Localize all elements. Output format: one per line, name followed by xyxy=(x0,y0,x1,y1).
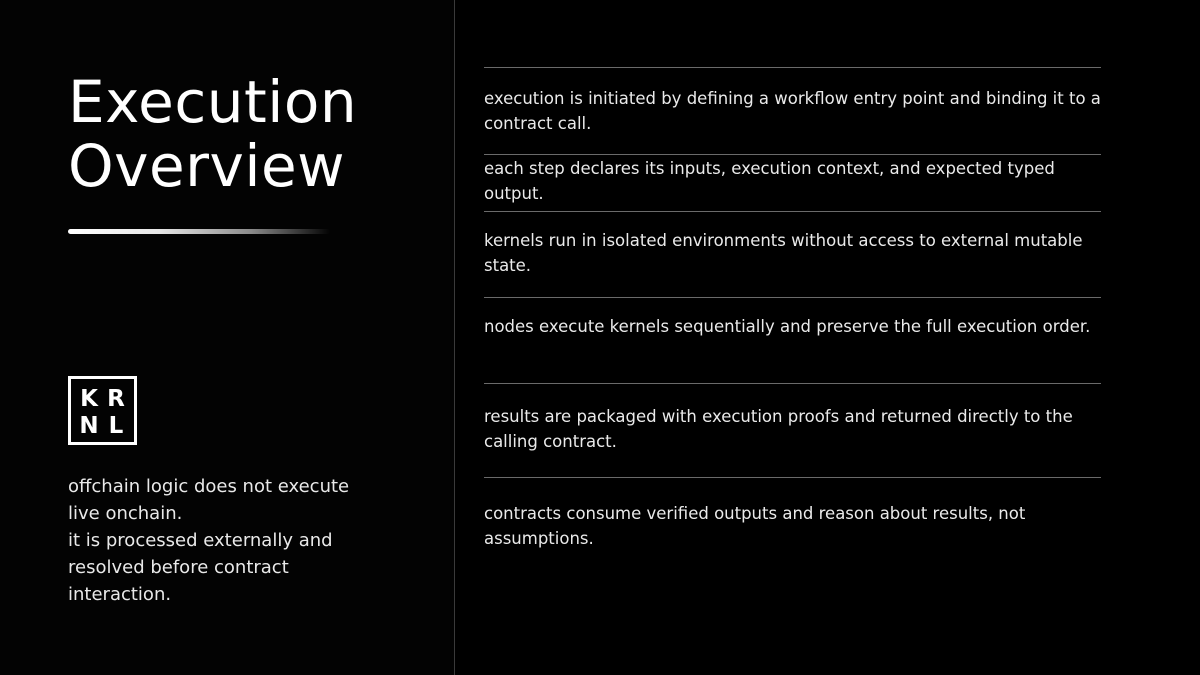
step-item-1: execution is initiated by defining a workflow entry point and binding it to a contract call. xyxy=(484,89,1101,133)
step-item-6: contracts consume verified outputs and reason about results, not assumptions. xyxy=(484,504,1026,548)
step-divider xyxy=(484,297,1101,298)
note-line: it is processed externally and xyxy=(68,530,333,551)
step-divider xyxy=(484,477,1101,478)
title-underline xyxy=(68,229,330,234)
page-title xyxy=(68,70,438,198)
offchain-note xyxy=(68,473,398,608)
vertical-divider xyxy=(454,0,455,675)
logo-letter: R xyxy=(107,386,125,412)
note-line: interaction. xyxy=(68,584,172,605)
execution-steps-list xyxy=(484,0,1101,675)
step-item-2: each step declares its inputs, execution context, and expected typed output. xyxy=(484,159,1055,203)
step-divider xyxy=(484,67,1101,68)
logo-letter: L xyxy=(108,413,124,439)
note-line: offchain logic does not execute xyxy=(68,476,350,497)
step-divider xyxy=(484,211,1101,212)
step-item-3: kernels run in isolated environments without access to external mutable state. xyxy=(484,231,1083,275)
logo-letter: N xyxy=(79,413,99,439)
title-line-2: Overview xyxy=(68,132,346,200)
step-item-5: results are packaged with execution proofs and returned directly to the calling contract. xyxy=(484,407,1073,451)
step-divider xyxy=(484,383,1101,384)
note-line: live onchain. xyxy=(68,503,183,524)
krnl-logo xyxy=(68,376,137,445)
logo-letter: K xyxy=(80,386,98,412)
step-divider xyxy=(484,154,1101,155)
title-line-1: Execution xyxy=(68,68,358,136)
step-item-4: nodes execute kernels sequentially and preserve the full execution order. xyxy=(484,317,1091,336)
note-line: resolved before contract xyxy=(68,557,289,578)
left-panel xyxy=(0,0,454,675)
logo-lettering xyxy=(71,379,134,442)
